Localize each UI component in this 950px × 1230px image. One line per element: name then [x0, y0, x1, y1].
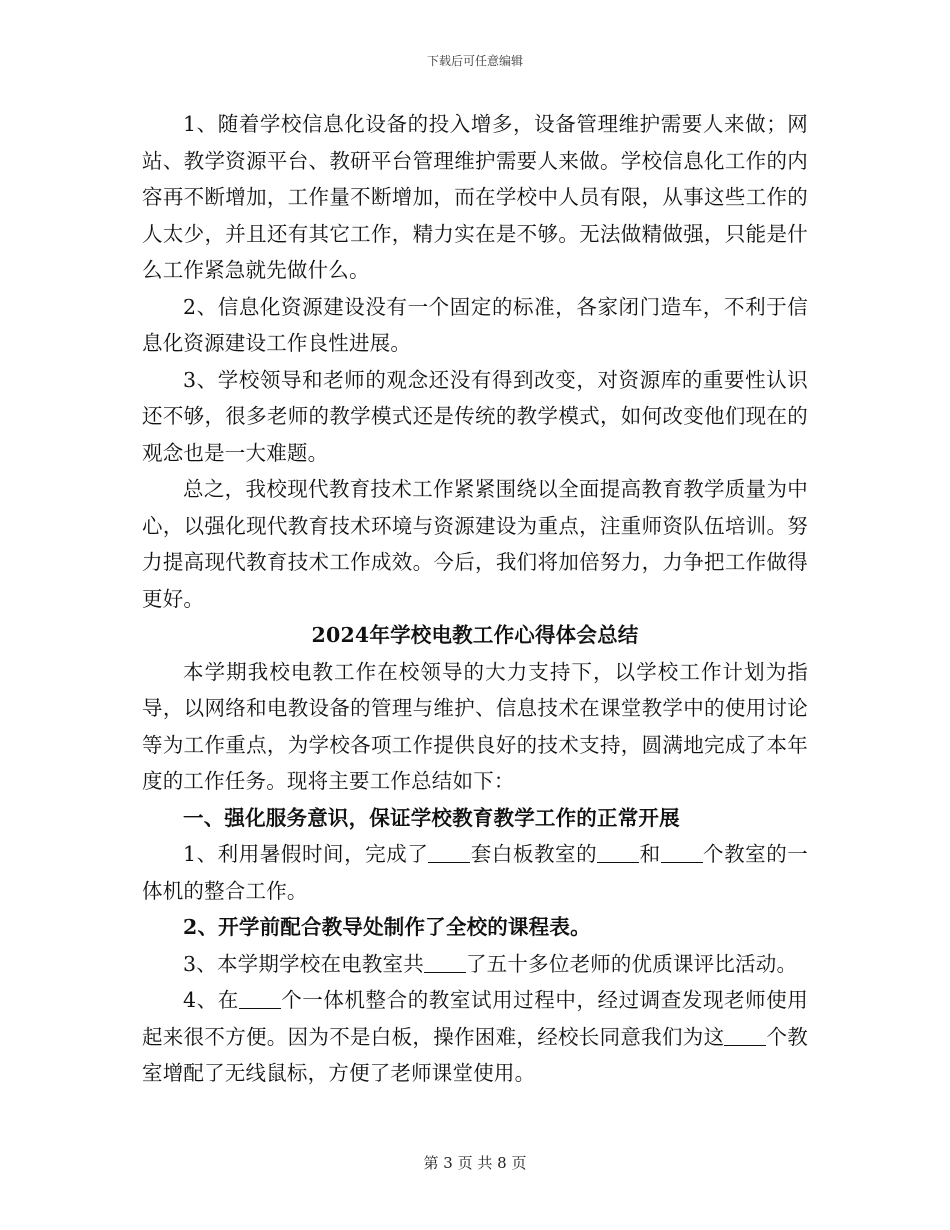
paragraph-8 — [142, 946, 808, 983]
paragraph-8-part-b: 了五十多位老师的优质课评比活动。 — [465, 951, 798, 976]
heading-1: 一、强化服务意识，保证学校教育教学工作的正常开展 — [183, 805, 680, 830]
paragraph-6-part-c: 和 — [639, 842, 661, 866]
fill-blank — [661, 842, 703, 863]
paragraph-9-part-a: 4、在 — [183, 988, 239, 1012]
paragraph-2: 2、信息化资源建设没有一个固定的标准，各家闭门造车，不利于信息化资源建设工作良性进展。 — [142, 294, 808, 355]
paragraph-5: 本学期我校电教工作在校领导的大力支持下，以学校工作计划为指导，以网络和电教设备的管理与维护、信息技术在课堂教学中的使用讨论等为工作重点，为学校各项工作提供良好的技术支持，圆满地完成了本年度的工作任务。现将主要工作总结如下： — [142, 659, 808, 793]
paragraph-6-part-b: 套白板教室的 — [470, 842, 598, 866]
paragraph-7: 2、开学前配合教导处制作了全校的课程表。 — [183, 915, 591, 939]
document-body — [142, 106, 808, 1092]
paragraph-4: 总之，我校现代教育技术工作紧紧围绕以全面提高教育教学质量为中心，以强化现代教育技术环境与资源建设为重点，注重师资队伍培训。努力提高现代教育技术工作成效。今后，我们将加倍努力，力争把工作做得更好。 — [142, 477, 808, 611]
paragraph-6 — [142, 836, 808, 909]
section-title: 2024年学校电教工作心得体会总结 — [311, 623, 639, 647]
fill-blank — [239, 988, 281, 1009]
paragraph-8-part-a: 3、本学期学校在电教室共 — [183, 951, 424, 976]
fill-blank — [597, 842, 639, 863]
paragraph-9-part-c: 个教室增配了无线鼠标，方便了老师课堂使用。 — [142, 1024, 808, 1085]
fill-blank — [724, 1025, 766, 1046]
paragraph-3: 3、学校领导和老师的观念还没有得到改变，对资源库的重要性认识还不够，很多老师的教学模式还是传统的教学模式，如何改变他们现在的观念也是一大难题。 — [142, 367, 808, 465]
paragraph-1: 1、随着学校信息化设备的投入增多，设备管理维护需要人来做；网站、教学资源平台、教研平台管理维护需要人来做。学校信息化工作的内容再不断增加，工作量不断增加，而在学校中人员有限，从事这些工作的人太少，并且还有其它工作，精力实在是不够。无法做精做强，只能是什么工作紧急就先做什么。 — [142, 112, 808, 282]
page-header: 下载后可任意编辑 — [426, 54, 523, 68]
fill-blank — [428, 842, 470, 863]
fill-blank — [424, 952, 466, 973]
paragraph-9 — [142, 982, 808, 1092]
page-footer: 第 3 页 共 8 页 — [423, 1154, 527, 1172]
paragraph-6-part-d: 个教室的一体机的整合工作。 — [142, 842, 809, 903]
paragraph-9-part-b: 个一体机整合的教室试用过程中，经过调查发现老师使用起来很不方便。因为不是白板，操作困难，经校长同意我们为这 — [142, 988, 808, 1049]
paragraph-6-part-a: 1、利用暑假时间，完成了 — [183, 842, 429, 866]
